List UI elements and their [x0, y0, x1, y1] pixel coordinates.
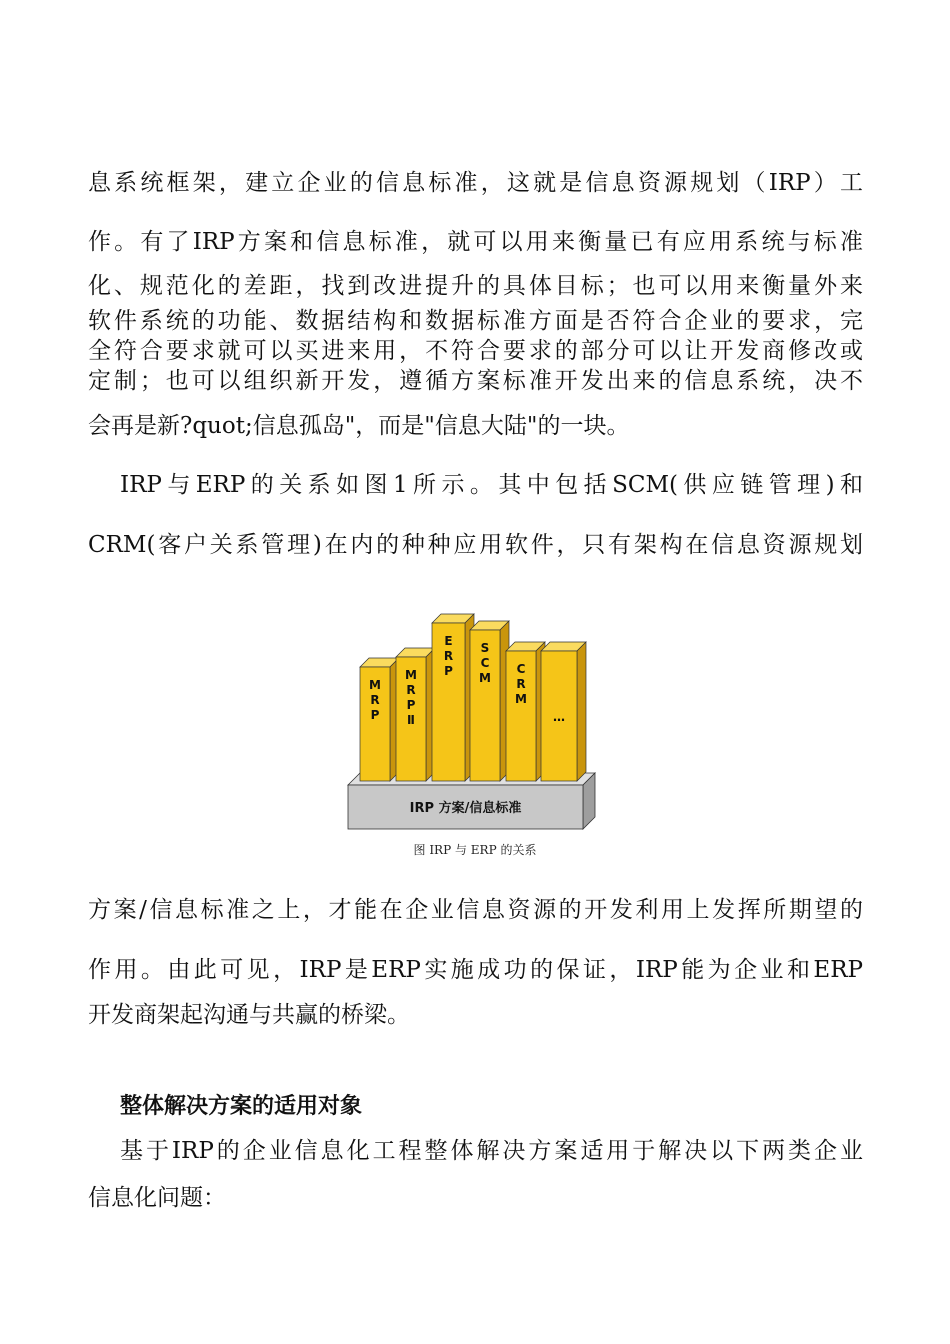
column-side	[577, 642, 586, 781]
column-label: M R P Ⅱ	[405, 668, 417, 727]
paragraph-line: 信息化问题：	[88, 1185, 226, 1211]
column-label: E R P	[443, 634, 454, 678]
paragraph-line: 方案/信息标准之上，才能在企业信息资源的开发利用上发挥所期望的	[88, 897, 863, 923]
base-label: IRP 方案/信息标准	[409, 801, 522, 816]
figure-caption: 图 IRP 与 ERP 的关系	[413, 843, 537, 857]
paragraph-line: 化、规范化的差距，找到改进提升的具体目标；也可以用来衡量外来	[88, 273, 863, 299]
paragraph-line: 作用。由此可见，IRP是ERP实施成功的保证，IRP能为企业和ERP	[88, 957, 863, 983]
column-label: M R P	[369, 678, 381, 722]
paragraph-line: 开发商架起沟通与共赢的桥梁。	[88, 1002, 410, 1028]
column-label: S C M	[479, 641, 491, 685]
paragraph-line: 定制；也可以组织新开发，遵循方案标准开发出来的信息系统，决不	[88, 368, 863, 394]
section-heading: 整体解决方案的适用对象	[120, 1094, 363, 1119]
paragraph-line: CRM(客户关系管理)在内的种种应用软件，只有架构在信息资源规划	[88, 532, 863, 558]
paragraph-line: 基于IRP的企业信息化工程整体解决方案适用于解决以下两类企业	[120, 1138, 863, 1164]
paragraph-line: 会再是新?quot;信息孤岛"，而是"信息大陆"的一块。	[88, 413, 630, 439]
irp-erp-figure	[340, 605, 610, 835]
paragraph-line: 软件系统的功能、数据结构和数据标准方面是否符合企业的要求，完	[88, 308, 863, 334]
paragraph-line: 息系统框架，建立企业的信息标准，这就是信息资源规划（IRP）工	[88, 170, 863, 196]
paragraph-line: IRP与ERP的关系如图1所示。其中包括SCM(供应链管理)和	[120, 472, 863, 498]
column-label: …	[553, 710, 565, 724]
paragraph-line: 全符合要求就可以买进来用，不符合要求的部分可以让开发商修改或	[88, 338, 863, 364]
paragraph-line: 作。有了IRP方案和信息标准，就可以用来衡量已有应用系统与标准	[88, 229, 863, 255]
column-label: C R M	[515, 662, 527, 706]
